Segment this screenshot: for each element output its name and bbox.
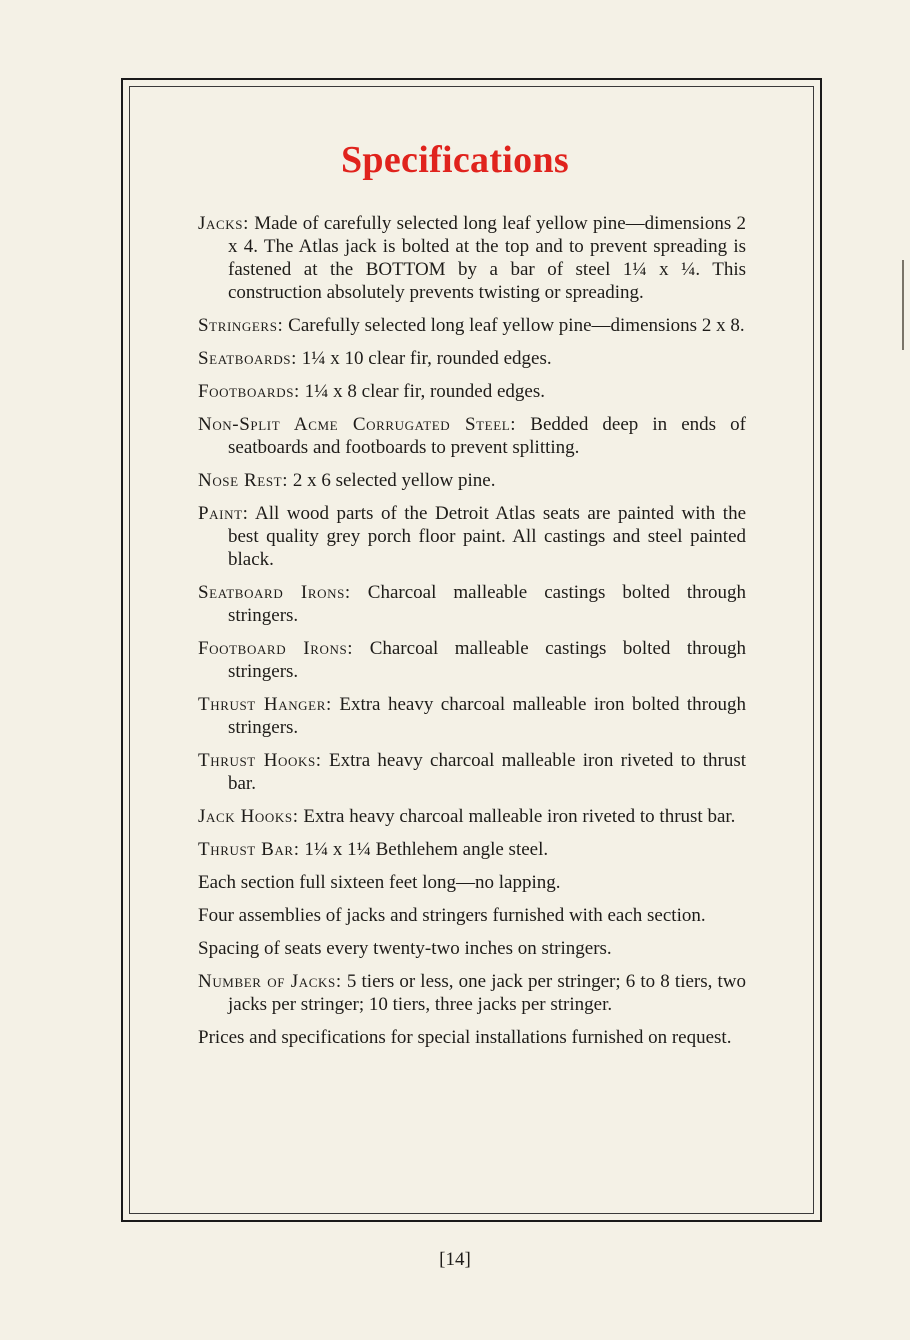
spec-text: Spacing of seats every twenty-two inches on stringers.: [198, 938, 612, 959]
spec-thrust-hooks: [198, 749, 746, 795]
spec-text: Charcoal malleable castings bolted through stringers.: [228, 638, 746, 682]
spec-text: Each section full sixteen feet long—no lapping.: [198, 872, 561, 893]
spec-assemblies: [198, 904, 746, 927]
spec-label: Footboards:: [198, 381, 300, 402]
page-edge-mark: [902, 260, 904, 350]
specifications-list: [198, 212, 746, 1059]
spec-label: Number of Jacks:: [198, 971, 342, 992]
spec-text: 1¼ x 10 clear fir, rounded edges.: [301, 348, 552, 369]
spec-text: 1¼ x 1¼ Bethlehem angle steel.: [304, 839, 549, 860]
spec-footboard-irons: [198, 637, 746, 683]
spec-label: Thrust Hanger:: [198, 694, 332, 715]
spec-label: Thrust Hooks:: [198, 750, 322, 771]
page-title: Specifications: [341, 139, 569, 181]
spec-label: Non-Split Acme Corrugated Steel:: [198, 414, 517, 435]
spec-text: Extra heavy charcoal malleable iron bolted through stringers.: [228, 694, 747, 738]
spec-seatboards: [198, 347, 746, 370]
spec-thrust-hanger: [198, 693, 746, 739]
spec-label: Jack Hooks:: [198, 806, 299, 827]
spec-text: Charcoal malleable castings bolted through stringers.: [228, 582, 746, 626]
spec-text: All wood parts of the Detroit Atlas seats are painted with the best quality grey porch floor paint. All castings and steel painted black.: [228, 503, 747, 570]
spec-seat-spacing: [198, 937, 746, 960]
spec-section-length: [198, 871, 746, 894]
spec-text: Made of carefully selected long leaf yellow pine—dimensions 2 x 4. The Atlas jack is bolted at the top and to prevent spreading is fastened at the BOTTOM by a bar of steel 1¼ x ¼. This construction absolutely prevents twisting or spreading.: [228, 213, 746, 303]
spec-text: Bedded deep in ends of seatboards and footboards to prevent splitting.: [228, 414, 747, 458]
spec-label: Paint:: [198, 503, 249, 524]
spec-label: Jacks:: [198, 213, 249, 234]
spec-text: 2 x 6 selected yellow pine.: [292, 470, 496, 491]
spec-text: Prices and specifications for special installations furnished on request.: [198, 1027, 732, 1048]
spec-stringers: [198, 314, 746, 337]
spec-text: Four assemblies of jacks and stringers furnished with each section.: [198, 905, 706, 926]
spec-paint: [198, 502, 746, 571]
spec-text: Extra heavy charcoal malleable iron riveted to thrust bar.: [228, 750, 747, 794]
spec-label: Nose Rest:: [198, 470, 289, 491]
spec-label: Stringers:: [198, 315, 284, 336]
spec-jack-hooks: [198, 805, 746, 828]
spec-number-of-jacks: [198, 970, 746, 1016]
spec-text: Carefully selected long leaf yellow pine—dimensions 2 x 8.: [288, 315, 745, 336]
spec-label: Seatboards:: [198, 348, 298, 369]
spec-seatboard-irons: [198, 581, 746, 627]
spec-text: 5 tiers or less, one jack per stringer; 6 to 8 tiers, two jacks per stringer; 10 tiers, three jacks per stringer.: [228, 971, 747, 1015]
spec-text: Extra heavy charcoal malleable iron riveted to thrust bar.: [303, 806, 736, 827]
page-number: [14]: [439, 1249, 471, 1270]
spec-label: Seatboard Irons:: [198, 582, 351, 603]
spec-thrust-bar: [198, 838, 746, 861]
spec-nose-rest: [198, 469, 746, 492]
spec-label: Thrust Bar:: [198, 839, 300, 860]
spec-label: Footboard Irons:: [198, 638, 354, 659]
spec-corrugated-steel: [198, 413, 746, 459]
spec-special-installations: [198, 1026, 746, 1049]
spec-text: 1¼ x 8 clear fir, rounded edges.: [304, 381, 546, 402]
spec-jacks: [198, 212, 746, 304]
spec-footboards: [198, 380, 746, 403]
